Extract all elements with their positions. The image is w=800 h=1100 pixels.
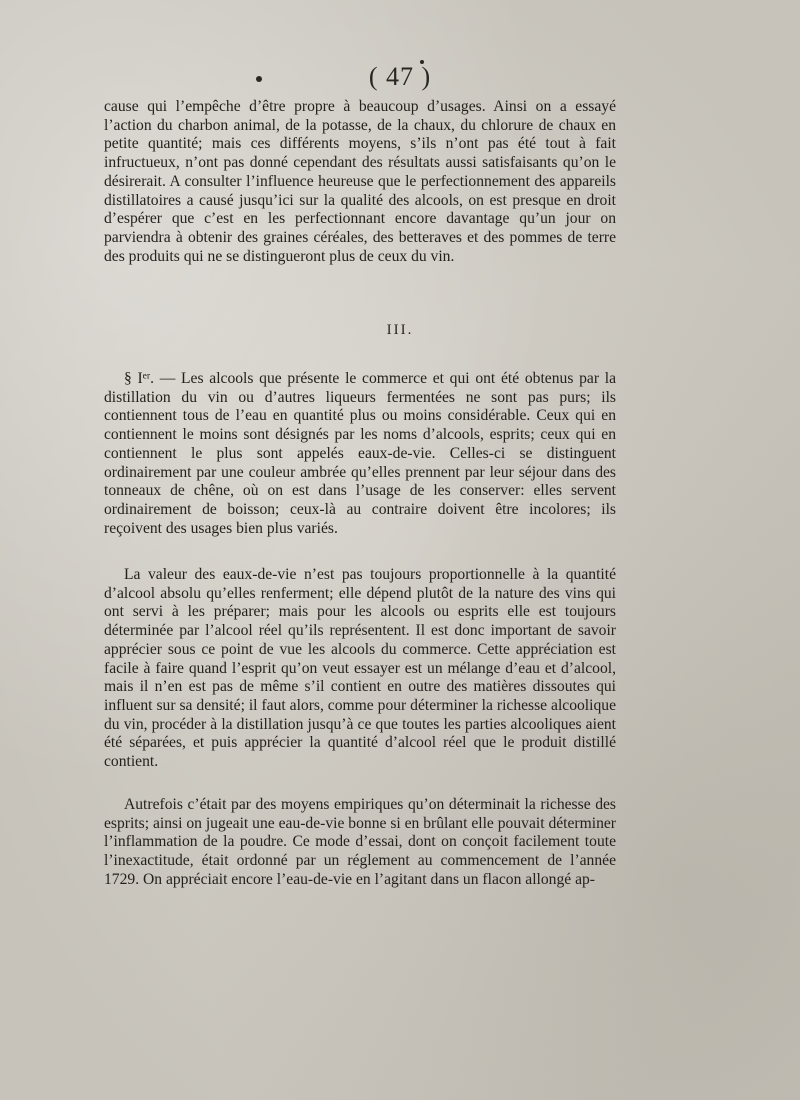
paragraph-eaux-de-vie [104, 566, 616, 772]
paragraph-text: La valeur des eaux-de-vie n’est pas toujours proportionnelle à la quantité d’alcool absolu qu’elles renferment; elle dépend plutôt de la nature des vins qui ont servi à les préparer; mais pour les alcools ou esprits elle est toujours déterminée par l’alcool réel qu’ils représentent. Il est donc important de savoir apprécier sous ce point de vue les alcools du commerce. Cette appréciation est facile à faire quand l’esprit qu’on veut essayer est un mélange d’eau et d’alcool, mais il n’en est pas de même s’il contient en outre des matières dissoutes qui influent sur sa densité; il faut alors, comme pour déterminer la richesse alcoolique du vin, procéder à la distillation jusqu’à ce que toutes les parties alcooliques aient été séparées, et puis apprécier la quantité d’alcool réel que le produit distillé contient. [104, 566, 616, 771]
paragraph-text: Autrefois c’était par des moyens empiriques qu’on déterminait la richesse des esprits; ainsi on jugeait une eau-de-vie bonne si en brûlant elle pouvait déterminer l’inflammation de la poudre. Ce mode d’essai, dont on conçoit facilement toute l’inexactitude, était ordonné par un réglement au commencement de l’année 1729. On appréciait encore l’eau-de-vie en l’agitant dans un flacon allongé ap- [104, 796, 616, 888]
paragraph-text: § Iᵉʳ. — Les alcools que présente le commerce et qui ont été obtenus par la distillation du vin ou d’autres liqueurs fermentées ne sont pas purs; ils contiennent tous de l’eau en quantité plus ou moins considérable. Ceux qui en contiennent le moins sont désignés par les noms d’alcools, esprits; ceux qui en contiennent le plus sont appelés eaux-de-vie. Celles-ci se distinguent ordinairement par une couleur ambrée qu’elles prennent par leur séjour dans des tonneaux de chêne, où on est dans l’usage de les conserver: elles servent ordinairement de boisson; ceux-là au contraire doivent être incolores; ils reçoivent des usages bien plus variés. [104, 370, 616, 537]
page-number: ( 47 ) [368, 62, 432, 91]
section-heading: III. [386, 322, 414, 338]
paragraph-section-1 [104, 370, 616, 538]
paragraph-continuation [104, 98, 616, 266]
paragraph-text: cause qui l’empêche d’être propre à beaucoup d’usages. Ainsi on a essayé l’action du charbon animal, de la potasse, de la chaux, du chlorure de chaux en petite quantité; mais ces différents moyens, s’ils n’ont pas été tout à fait infructueux, n’ont pas donné cependant des résultats aussi satisfaisants qu’on le désirerait. A consulter l’influence heureuse que le perfectionnement des appareils distillatoires a causé jusqu’ici sur la qualité des alcools, on est presque en droit d’espérer que c’est en les perfectionnant encore davantage qu’un jour on parviendra à obtenir des graines céréales, des betteraves et des pommes de terre des produits qui ne se distingueront plus de ceux du vin. [104, 98, 616, 265]
paragraph-autrefois [104, 796, 616, 890]
